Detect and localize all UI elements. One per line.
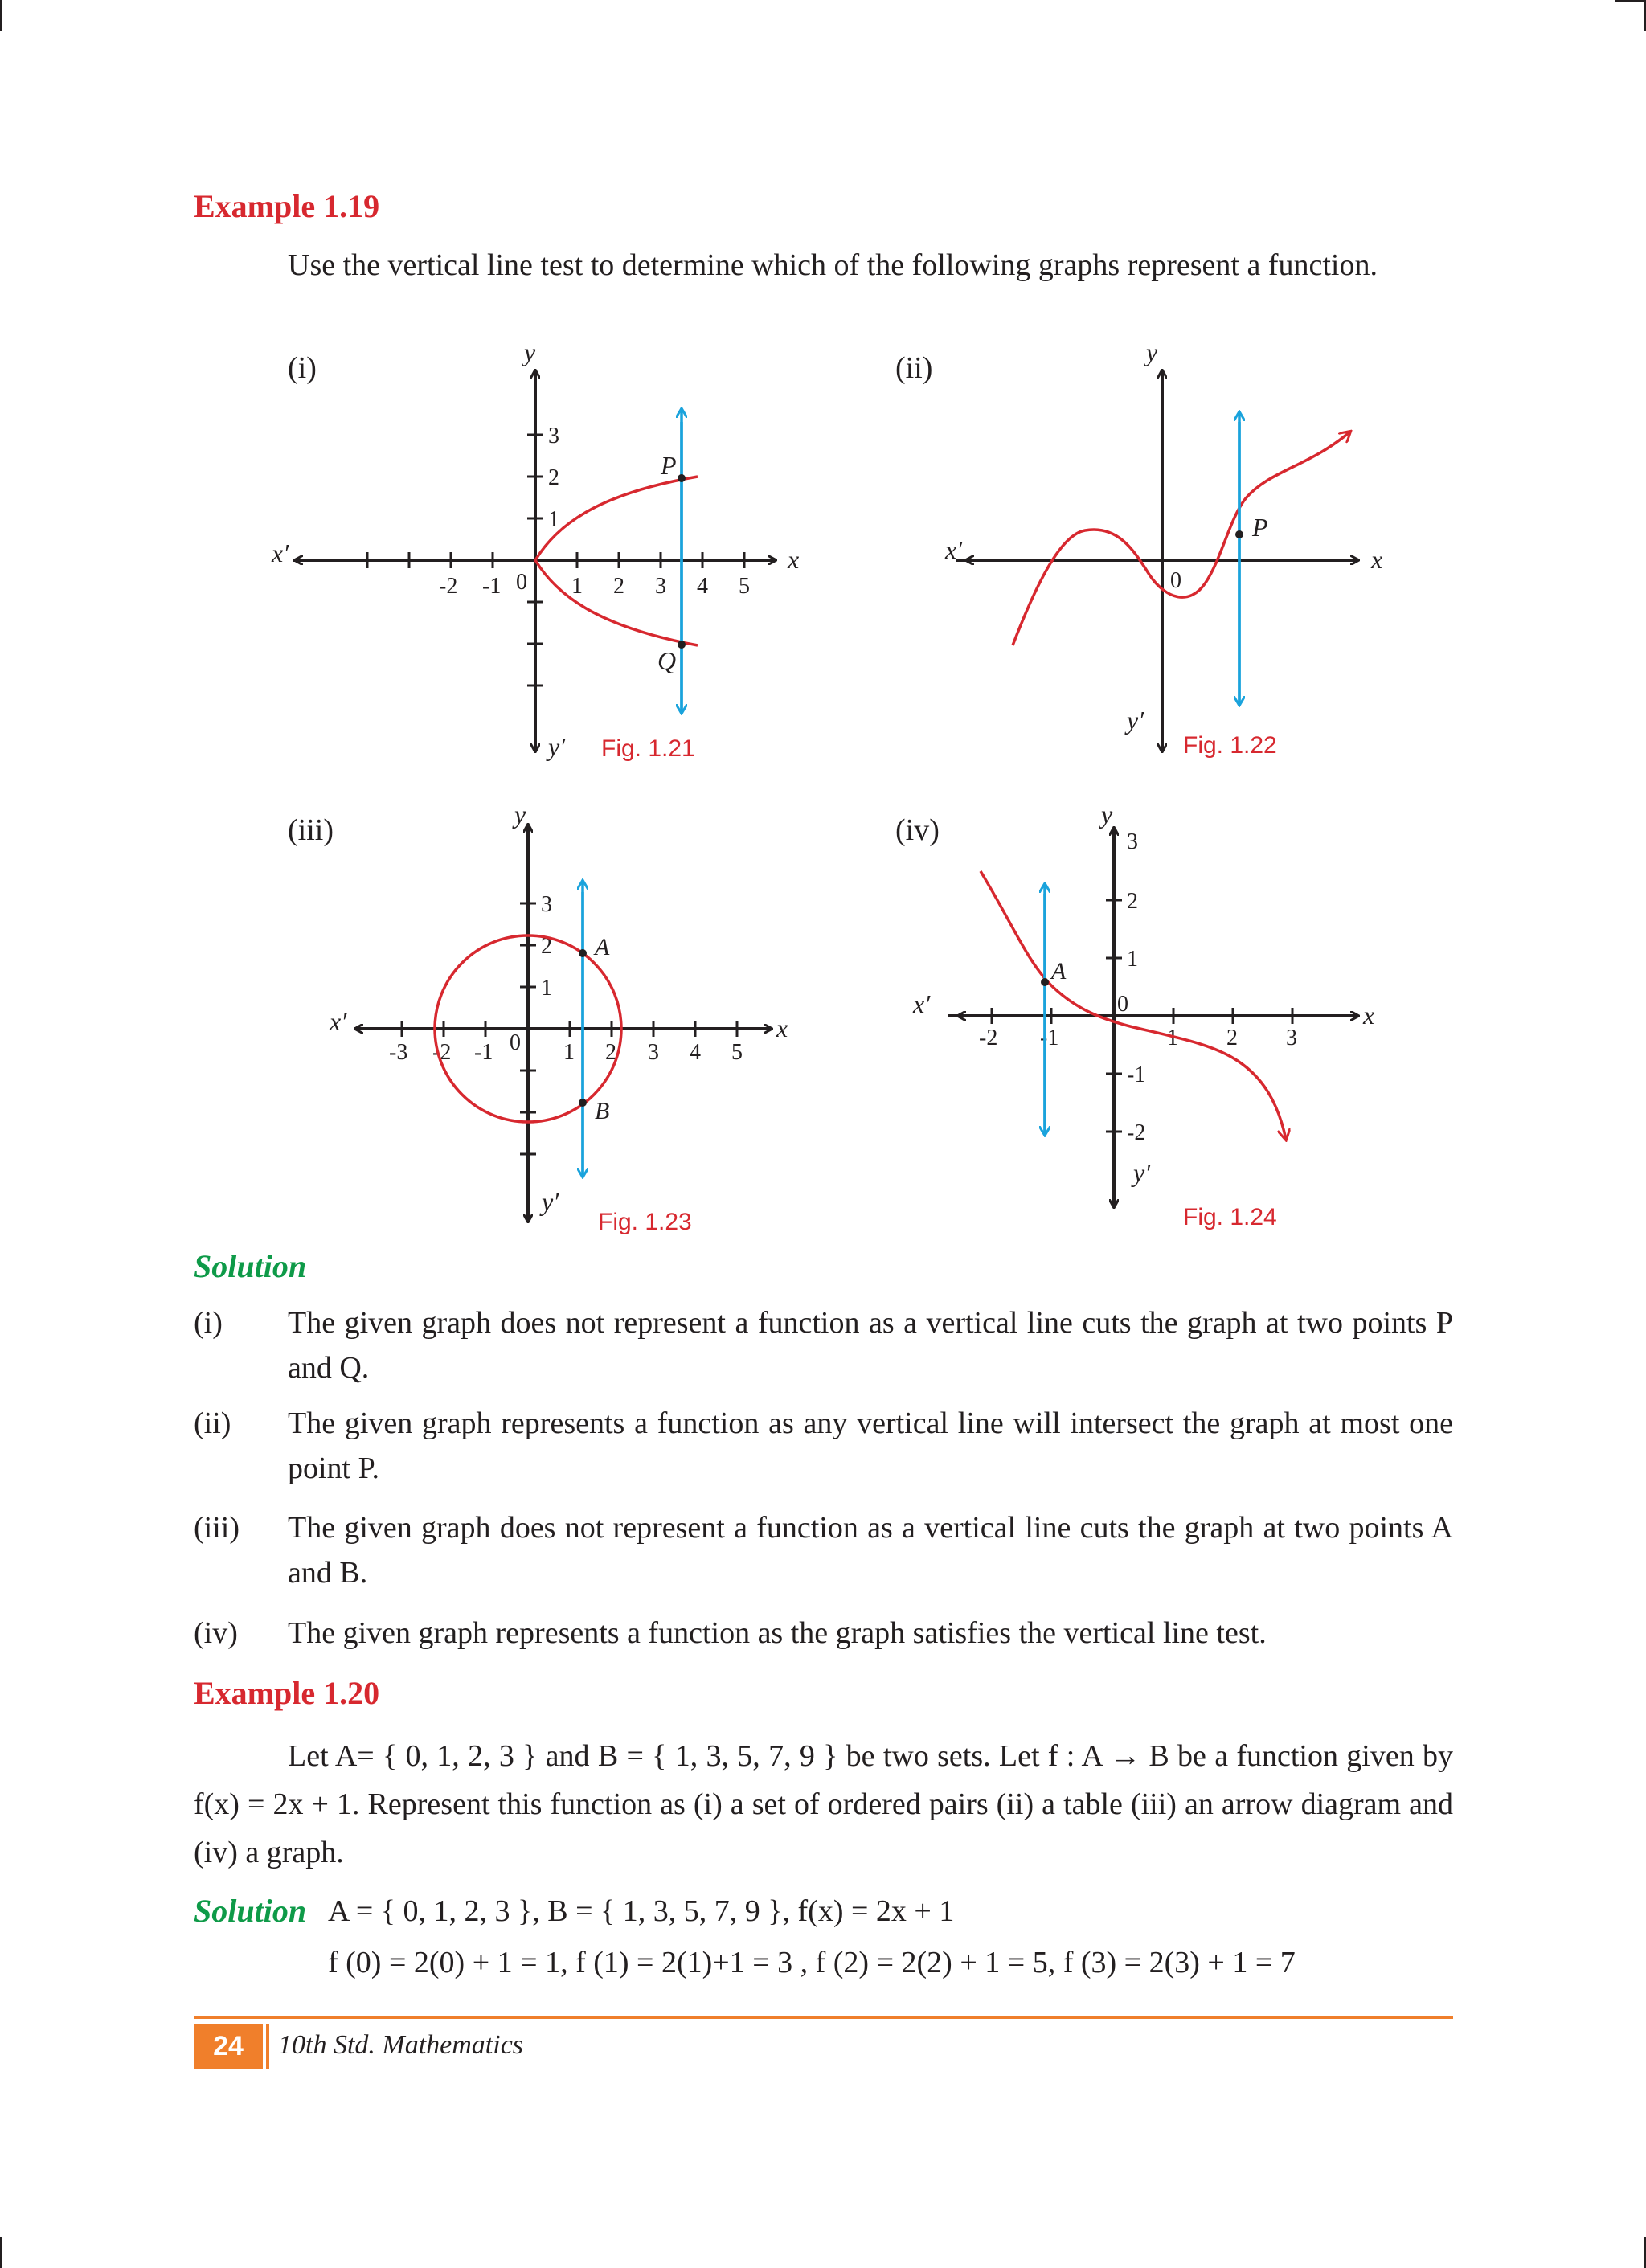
- example-heading-1-20: Example 1.20: [194, 1675, 380, 1711]
- y-axis-label: y: [1146, 342, 1158, 366]
- y-tick-label: 3: [541, 892, 552, 917]
- solution-item: [194, 1300, 1453, 1390]
- graph-fig-1-22: [876, 342, 1439, 776]
- solution-2-line-2: f (0) = 2(0) + 1 = 1, f (1) = 2(1)+1 = 3 , f (2) = 2(2) + 1 = 5, f (3) = 2(3) + 1 = 7: [328, 1946, 1296, 1979]
- graph-fig-1-24: [876, 804, 1439, 1238]
- graph-label-ii: (ii): [895, 351, 933, 385]
- solution-item-text: The given graph represents a function as the graph satisfies the vertical line test.: [288, 1616, 1267, 1650]
- x-tick-label: 5: [739, 574, 750, 599]
- point-label-a: A: [595, 934, 610, 960]
- y-neg-axis-label: y′: [1127, 706, 1144, 735]
- solution-item-number: (iv): [194, 1616, 238, 1650]
- point-p: [1235, 530, 1243, 538]
- point-b: [579, 1099, 587, 1107]
- x-axis-label: x: [1371, 545, 1383, 574]
- y-tick-label: 1: [541, 976, 552, 1001]
- y-axis-label: y: [524, 342, 536, 366]
- crop-mark-top-right-h: [1615, 0, 1646, 2]
- solution-2-line-1: A = { 0, 1, 2, 3 }, B = { 1, 3, 5, 7, 9 }, f(x) = 2x + 1: [328, 1894, 955, 1928]
- x-neg-axis-label: x′: [913, 989, 931, 1018]
- x-tick-label: 3: [655, 574, 666, 599]
- x-tick-label: 3: [648, 1040, 659, 1065]
- y-tick-label: -2: [1127, 1120, 1146, 1145]
- point-label-p: P: [661, 451, 677, 480]
- y-tick-label: 3: [1127, 829, 1138, 854]
- y-tick-label: 3: [548, 424, 559, 448]
- solution-item: [194, 1505, 1453, 1595]
- origin-label: 0: [510, 1030, 521, 1055]
- figure-caption: Fig. 1.21: [601, 735, 695, 762]
- x-axis-label: x: [1363, 1001, 1375, 1030]
- point-a: [579, 949, 587, 957]
- x-tick-label: 2: [1226, 1026, 1238, 1050]
- y-axis-label: y: [1101, 804, 1113, 829]
- y-tick-label: 1: [548, 507, 559, 532]
- graph-fig-1-23: [257, 804, 820, 1238]
- x-tick-label: 3: [1286, 1026, 1297, 1050]
- book-title: 10th Std. Mathematics: [278, 2030, 524, 2060]
- crop-mark-top-left: [0, 0, 2, 31]
- graph-label-iv: (iv): [895, 813, 940, 847]
- y-neg-axis-label: y′: [548, 732, 566, 761]
- x-tick-label: 4: [697, 574, 708, 599]
- x-tick-label: -3: [389, 1040, 408, 1065]
- x-tick-label: 4: [690, 1040, 701, 1065]
- example-heading-1-19: Example 1.19: [194, 188, 380, 224]
- figure-caption: Fig. 1.22: [1183, 732, 1277, 759]
- solution-item-text: The given graph represents a function as any vertical line will intersect the graph at most one point P.: [288, 1406, 1453, 1485]
- x-tick-label: -2: [979, 1026, 998, 1050]
- x-tick-label: 1: [563, 1040, 575, 1065]
- x-tick-label: 5: [731, 1040, 743, 1065]
- x-neg-axis-label: x′: [272, 538, 289, 567]
- x-tick-label: -1: [1040, 1026, 1059, 1050]
- cubic-curve: [1013, 432, 1350, 645]
- solution-heading-2: Solution: [194, 1893, 307, 1929]
- page-number: 24: [194, 2024, 263, 2069]
- y-neg-axis-label: y′: [542, 1187, 559, 1216]
- solution-item: [194, 1611, 1453, 1656]
- x-tick-label: -1: [474, 1040, 493, 1065]
- x-tick-label: 2: [605, 1040, 616, 1065]
- x-tick-label: -1: [482, 574, 502, 599]
- point-label-a: A: [1051, 958, 1067, 985]
- footer-bar: [266, 2024, 269, 2069]
- x-axis-label: x: [788, 545, 800, 574]
- x-neg-axis-label: x′: [330, 1007, 347, 1036]
- solution-item-number: (iii): [194, 1511, 240, 1545]
- x-tick-label: 1: [571, 574, 583, 599]
- point-label-q: Q: [657, 646, 677, 675]
- x-tick-label: -2: [439, 574, 458, 599]
- x-tick-label: -2: [432, 1040, 452, 1065]
- crop-mark-bottom-left: [0, 2237, 2, 2268]
- x-tick-label: 2: [613, 574, 624, 599]
- solution-item-text: The given graph does not represent a function as a vertical line cuts the graph at two points A and B.: [288, 1511, 1453, 1590]
- origin-label: 0: [1117, 992, 1128, 1017]
- solution-item: [194, 1401, 1453, 1491]
- y-tick-label: 1: [1127, 947, 1138, 972]
- solution-item-number: (i): [194, 1306, 223, 1340]
- example-1-20-text: [194, 1732, 1453, 1877]
- graph-label-i: (i): [288, 351, 317, 385]
- figure-caption: Fig. 1.24: [1183, 1204, 1277, 1230]
- y-neg-axis-label: y′: [1133, 1158, 1151, 1187]
- graph-label-iii: (iii): [288, 813, 334, 847]
- origin-label: 0: [516, 570, 527, 595]
- y-axis-label: y: [514, 804, 526, 829]
- solution-item-text: The given graph does not represent a function as a vertical line cuts the graph at two points P and Q.: [288, 1306, 1453, 1385]
- figure-caption: Fig. 1.23: [598, 1209, 692, 1235]
- graph-fig-1-21: [257, 342, 820, 776]
- example-1-20-text-content: Let A= { 0, 1, 2, 3 } and B = { 1, 3, 5, 7, 9 } be two sets. Let f : A → B be a function given by f(x) = 2x + 1. Represent this function as (i) a set of ordered pairs (ii) a table (iii) an arrow diagram and (iv) a graph.: [194, 1739, 1453, 1869]
- y-tick-label: 2: [541, 934, 552, 959]
- x-tick-label: 1: [1167, 1026, 1178, 1050]
- point-a: [1041, 978, 1049, 986]
- point-label-p: P: [1252, 513, 1268, 542]
- x-axis-label: x: [776, 1013, 788, 1042]
- footer-rule: [194, 2016, 1453, 2019]
- point-q: [678, 641, 686, 649]
- example-1-19-text-content: Use the vertical line test to determine which of the following graphs represent a function.: [288, 248, 1378, 282]
- y-tick-label: 2: [548, 465, 559, 490]
- point-p: [678, 474, 686, 482]
- solution-heading: Solution: [194, 1248, 307, 1284]
- solution-item-number: (ii): [194, 1406, 231, 1440]
- y-tick-label: 2: [1127, 889, 1138, 914]
- y-tick-label: -1: [1127, 1062, 1146, 1087]
- example-1-19-text: [194, 241, 1453, 289]
- point-label-b: B: [595, 1098, 610, 1124]
- x-neg-axis-label: x′: [945, 535, 963, 564]
- origin-label: 0: [1170, 568, 1181, 593]
